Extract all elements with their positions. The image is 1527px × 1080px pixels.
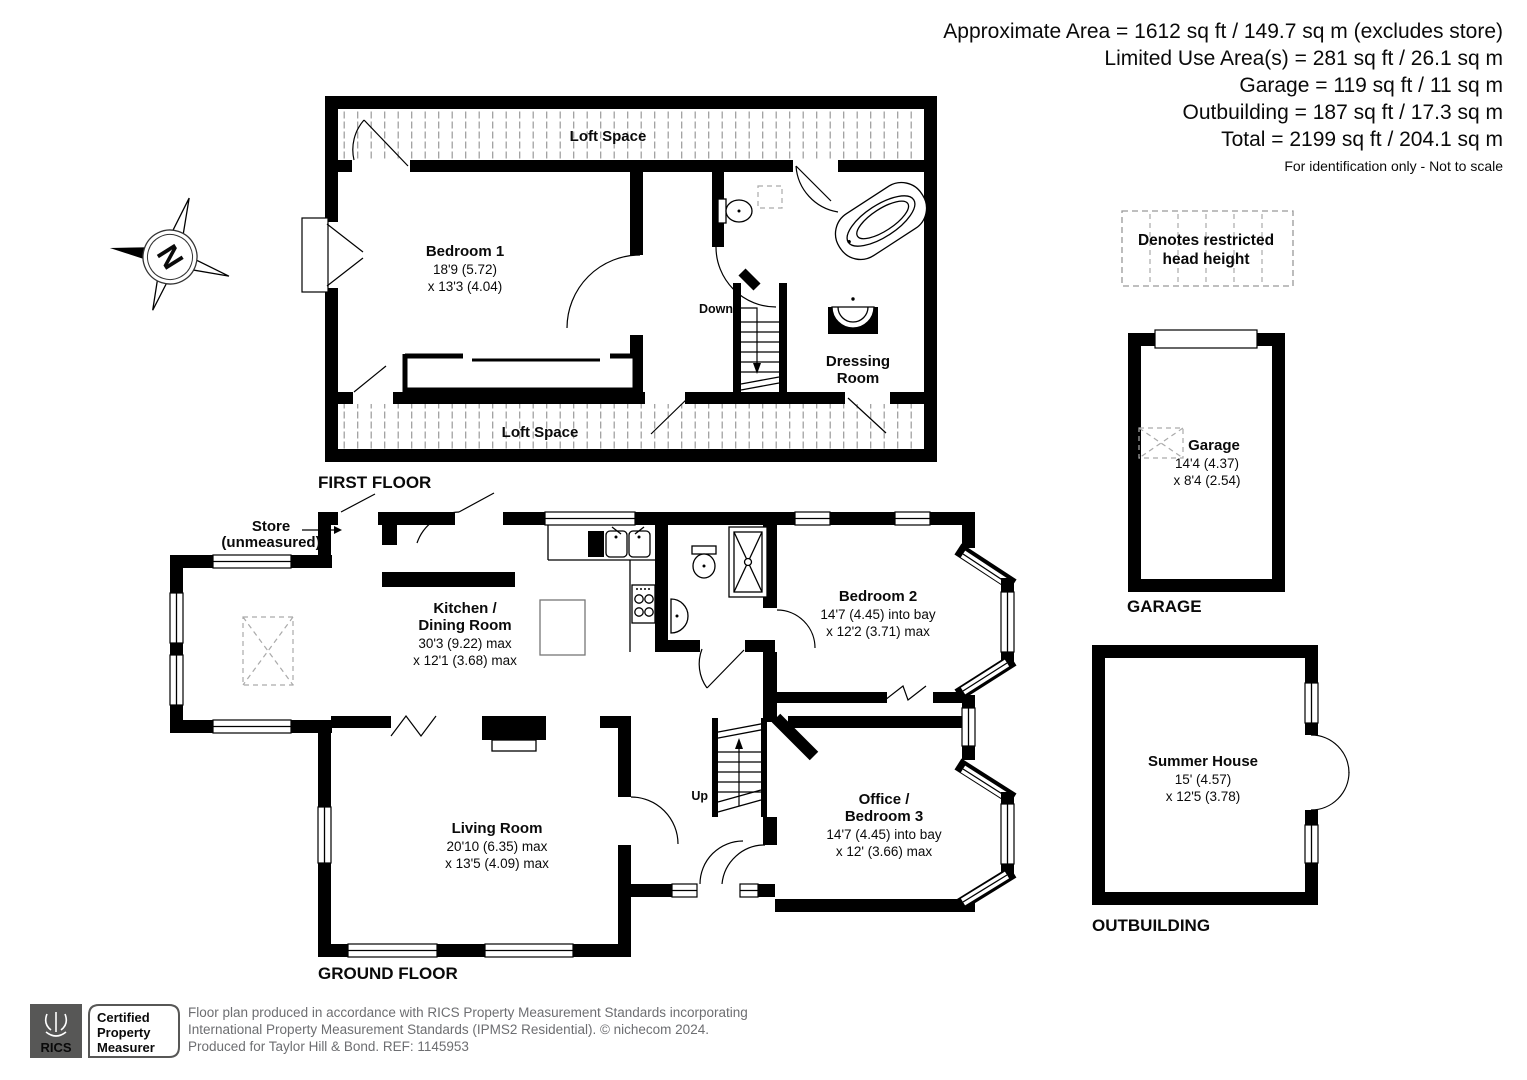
summer-house-label: Summer House [1147, 753, 1259, 770]
dressing-room-label: Room [836, 370, 880, 387]
up-label: Up [691, 789, 708, 803]
badge-line: Certified [97, 1010, 150, 1025]
french-door [885, 686, 926, 700]
sink-icon [828, 297, 878, 334]
living-room-dim: 20'10 (6.35) max [446, 839, 548, 854]
rics-label: RICS [40, 1040, 72, 1055]
garage-caption: GARAGE [1127, 597, 1202, 616]
double-door [1311, 735, 1349, 810]
bay-window [958, 549, 1014, 695]
certified-measurer-badge [89, 1005, 179, 1057]
area-line: Total = 2199 sq ft / 204.1 sq m [1221, 128, 1503, 151]
stairs-down [737, 308, 779, 390]
area-line: Garage = 119 sq ft / 11 sq m [1239, 74, 1503, 97]
bedroom2-label: Bedroom 2 [838, 588, 918, 605]
down-label: Down [698, 302, 733, 316]
area-line: Outbuilding = 187 sq ft / 17.3 sq m [1182, 101, 1503, 124]
living-room-label: Living Room [451, 820, 543, 837]
area-line: Approximate Area = 1612 sq ft / 149.7 sq m (excludes store) [943, 20, 1503, 43]
footer-text: Floor plan produced in accordance with RICS Property Measurement Standards incorporating [188, 1005, 748, 1020]
store-label: Store [251, 518, 291, 535]
balcony-recess [302, 218, 328, 292]
stairs-up [713, 723, 766, 812]
bedroom1-dim: 18'9 (5.72) [432, 262, 498, 277]
restricted-height-marker [1139, 428, 1183, 458]
garage-plan [1127, 330, 1285, 616]
living-room-dim: x 13'5 (4.09) max [445, 856, 549, 871]
store-label: (unmeasured) [221, 534, 321, 551]
outbuilding-plan [1092, 645, 1349, 935]
office-dim: 14'7 (4.45) into bay [826, 827, 942, 842]
toilet-icon [692, 546, 716, 578]
bedroom2-dim: x 12'2 (3.71) max [826, 624, 930, 639]
first-floor-plan [302, 96, 937, 492]
sink-icon [671, 599, 688, 633]
outbuilding-caption: OUTBUILDING [1092, 916, 1211, 935]
badge-line: Measurer [97, 1040, 155, 1055]
hob-icon [632, 585, 655, 623]
front-door [700, 841, 743, 884]
area-line: Limited Use Area(s) = 281 sq ft / 26.1 sq m [1104, 47, 1503, 70]
legend-text: Denotes restricted [1137, 232, 1275, 249]
kitchen-sink-icon [588, 527, 650, 557]
kitchen-dim: 30'3 (9.22) max [418, 636, 512, 651]
bathtub-icon [826, 173, 935, 268]
bedroom2-dim: 14'7 (4.45) into bay [820, 607, 936, 622]
garden-room-extension [170, 555, 332, 733]
toilet-icon [718, 199, 752, 223]
office-dim: x 12' (3.66) max [835, 844, 933, 859]
garage-door [1155, 330, 1257, 348]
first-floor-caption: FIRST FLOOR [318, 473, 432, 492]
garage-dim: x 8'4 (2.54) [1173, 473, 1241, 488]
chimney-breast [482, 716, 546, 740]
bedroom1-label: Bedroom 1 [425, 243, 505, 260]
office-label: Office / [858, 791, 910, 808]
loft-space-hatch [338, 404, 924, 449]
hearth [492, 740, 536, 751]
kitchen-island [540, 600, 585, 655]
office-label: Bedroom 3 [844, 808, 924, 825]
shower-icon [729, 527, 767, 597]
ground-floor-caption: GROUND FLOOR [318, 964, 458, 983]
ground-floor-plan [170, 493, 1014, 983]
bay-window [958, 764, 1014, 906]
kitchen-label: Dining Room [418, 617, 512, 634]
dressing-room-label: Dressing [825, 353, 891, 370]
loft-space-label: Loft Space [501, 424, 579, 441]
scale-disclaimer: For identification only - Not to scale [1284, 158, 1503, 174]
garage-dim: 14'4 (4.37) [1174, 456, 1240, 471]
badge-line: Property [97, 1025, 151, 1040]
restricted-height-marker [758, 186, 782, 208]
garage-label: Garage [1188, 437, 1240, 454]
bedroom1-dim: x 13'3 (4.04) [427, 279, 503, 294]
compass-north-icon [96, 179, 248, 329]
wardrobe [405, 354, 635, 390]
restricted-height-legend [1122, 211, 1293, 286]
legend-text: head height [1162, 251, 1250, 268]
kitchen-label: Kitchen / [433, 600, 497, 617]
footer [30, 1004, 748, 1058]
summer-house-dim: 15' (4.57) [1174, 772, 1232, 787]
area-summary [943, 18, 1503, 176]
rics-logo [30, 1004, 82, 1058]
kitchen-dim: x 12'1 (3.68) max [413, 653, 517, 668]
summer-house-dim: x 12'5 (3.78) [1165, 789, 1241, 804]
compass-letter: N [149, 239, 190, 276]
footer-text: Produced for Taylor Hill & Bond. REF: 1145953 [188, 1039, 469, 1054]
restricted-height-marker [243, 617, 293, 685]
loft-space-label: Loft Space [569, 128, 647, 145]
footer-text: International Property Measurement Standards (IPMS2 Residential). © nichecom 2024. [188, 1022, 709, 1037]
